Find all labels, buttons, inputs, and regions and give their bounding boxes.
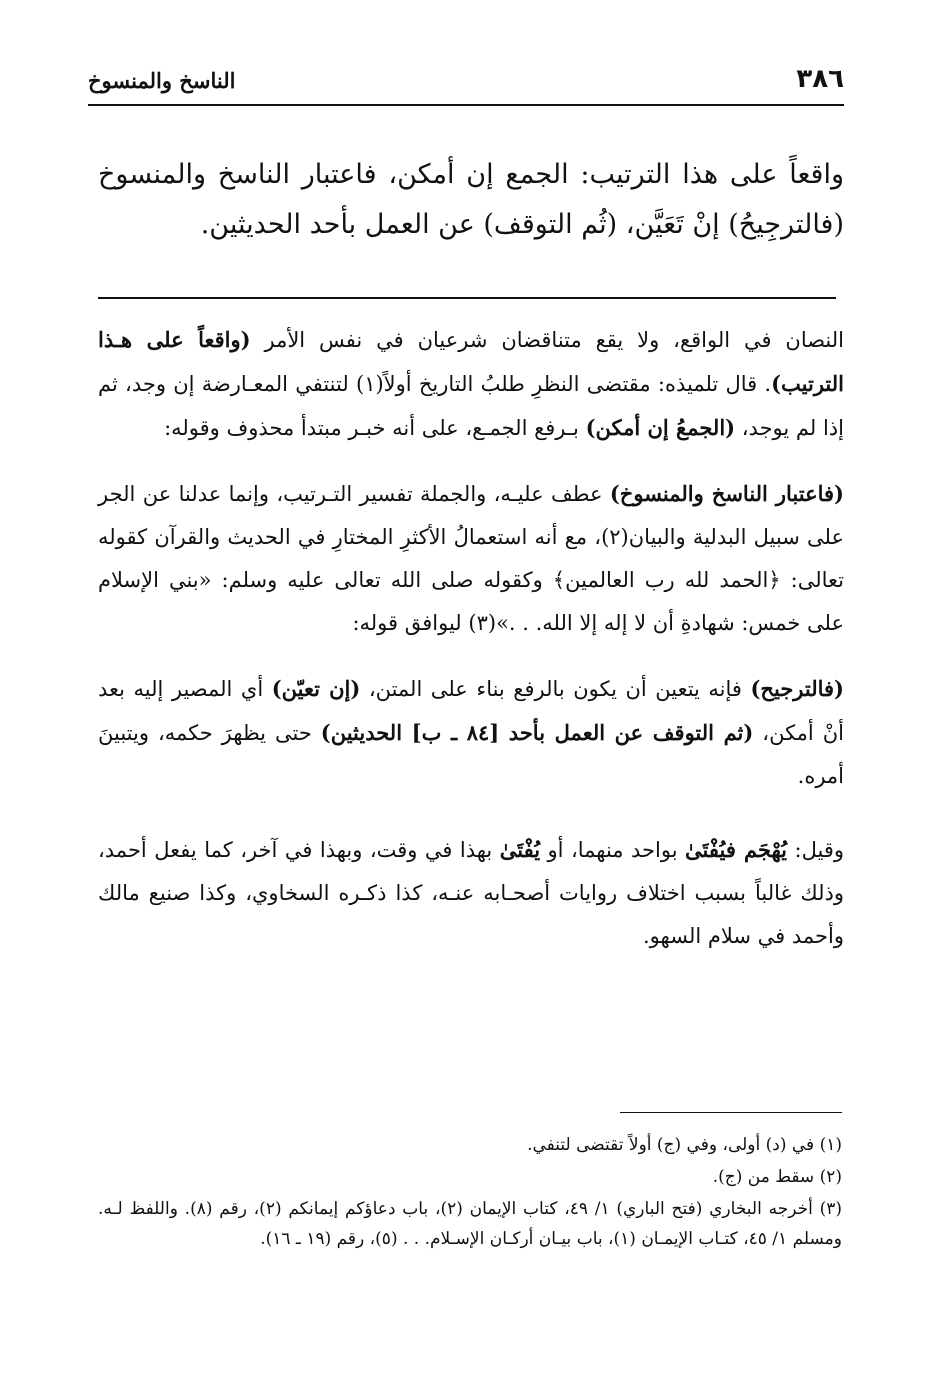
text-run: عطف عليـه، والجملة تفسير التـرتيب، وإنما عدلنا عن الجر على سبيل البدلية والبيان	[98, 482, 844, 549]
commentary-paragraph-4	[98, 828, 844, 958]
quoted-matn: (واقعاً على هـذا الترتيب)	[98, 327, 844, 396]
quoted-matn: (ثم التوقف عن العمل بأحد [٨٤ ـ ب] الحديثين)	[320, 720, 754, 745]
matn-text: واقعاً على هذا الترتيب: الجمع إن أمكن، فاعتبار الناسخ والمنسوخ (فالترجِيحُ) إنْ تَعَيَّن، (ثُم التوقف) عن العمل بأحد الحديثين.	[98, 159, 844, 240]
text-run: ليوافق قوله:	[352, 611, 469, 635]
text-run: النصان في الواقع، ولا يقع متناقضان شرعيان في نفس الأمر	[250, 328, 845, 352]
text-run: . قال تلميذه: مقتضى النظرِ طلبُ التاريخ أولاً	[383, 372, 772, 396]
text-run: بـرفع الجمـع، على أنه خبـر مبتدأ محذوف وقوله:	[164, 416, 586, 440]
emphasized-term: يُفْتَىٰ	[499, 837, 541, 862]
footnote-2: (٢) سقط من (ج).	[712, 1167, 842, 1187]
text-run: فإنه يتعين أن يكون بالرفع بناء على المتن،	[360, 677, 751, 701]
footnotes	[98, 1130, 842, 1256]
footnote-marker[interactable]: (١)	[355, 372, 384, 396]
quoted-matn: (إن تعيّن)	[271, 676, 361, 701]
text-run: بهذا في وقت، وبهذا في آخر، كما يفعل أحمد، وذلك غالباً بسبب اختلاف روايات أصحـابه عنـه، كذا ذكـره السخاوي، وكذا صنيع مالك وأحمد في سلام السهو.	[98, 838, 844, 948]
footnote-marker[interactable]: (٢)	[601, 525, 629, 549]
text-run: ، مع أنه استعمالُ الأكثرِ المختارِ في الحديث والقرآن كقوله تعالى: ﴿الحمد لله رب العالمين﴾ وكقوله صلى الله تعالى عليه وسلم: «بني الإسلام على خمس: شهادةِ أن لا إله إلا الله. . .»	[98, 525, 844, 635]
matn-separator-rule	[98, 297, 836, 299]
page-number: ٣٨٦	[796, 64, 844, 94]
quoted-matn: (فاعتبار الناسخ والمنسوخ)	[609, 481, 844, 506]
running-title: الناسخ والمنسوخ	[88, 68, 236, 93]
commentary-paragraph-3	[98, 667, 844, 798]
header-rule	[88, 104, 844, 106]
page-header	[88, 62, 844, 102]
quoted-matn: (فالترجيح)	[750, 676, 844, 701]
text-run: لتنتفي المعـارضة إن وجد، ثم إذا لم يوجد،	[98, 372, 844, 440]
footnote-marker[interactable]: (٣)	[468, 611, 497, 635]
text-run: حتى يظهرَ حكمه، ويتبينَ أمره.	[98, 721, 844, 788]
text-run: بواحد منهما، أو	[540, 838, 686, 862]
commentary	[98, 318, 844, 980]
emphasized-term: يُهْجَم فيُفْتَىٰ	[685, 837, 788, 862]
commentary-paragraph-1	[98, 318, 844, 450]
text-run: وقيل:	[787, 838, 844, 862]
quoted-matn: (الجمعُ إن أمكن)	[585, 415, 736, 440]
text-run: أي المصير إليه بعد أنْ أمكن،	[98, 677, 844, 745]
commentary-paragraph-2	[98, 472, 844, 645]
footnote-rule	[620, 1112, 842, 1113]
footnote-3: (٣) أخرجه البخاري (فتح الباري) ١/ ٤٩، كتاب الإيمان (٢)، باب دعاؤكم إيمانكم (٢)، رقم (٨). واللفظ لـه. ومسلم ١/ ٤٥، كتـاب الإيمـان (١)، باب بيـان أركـان الإسـلام. . . (٥)، رقم (١٩ ـ ١٦).	[98, 1199, 843, 1249]
footnote-1: (١) في (د) أولى، وفي (ج) أولاً تقتضى لتنفي.	[527, 1135, 842, 1155]
